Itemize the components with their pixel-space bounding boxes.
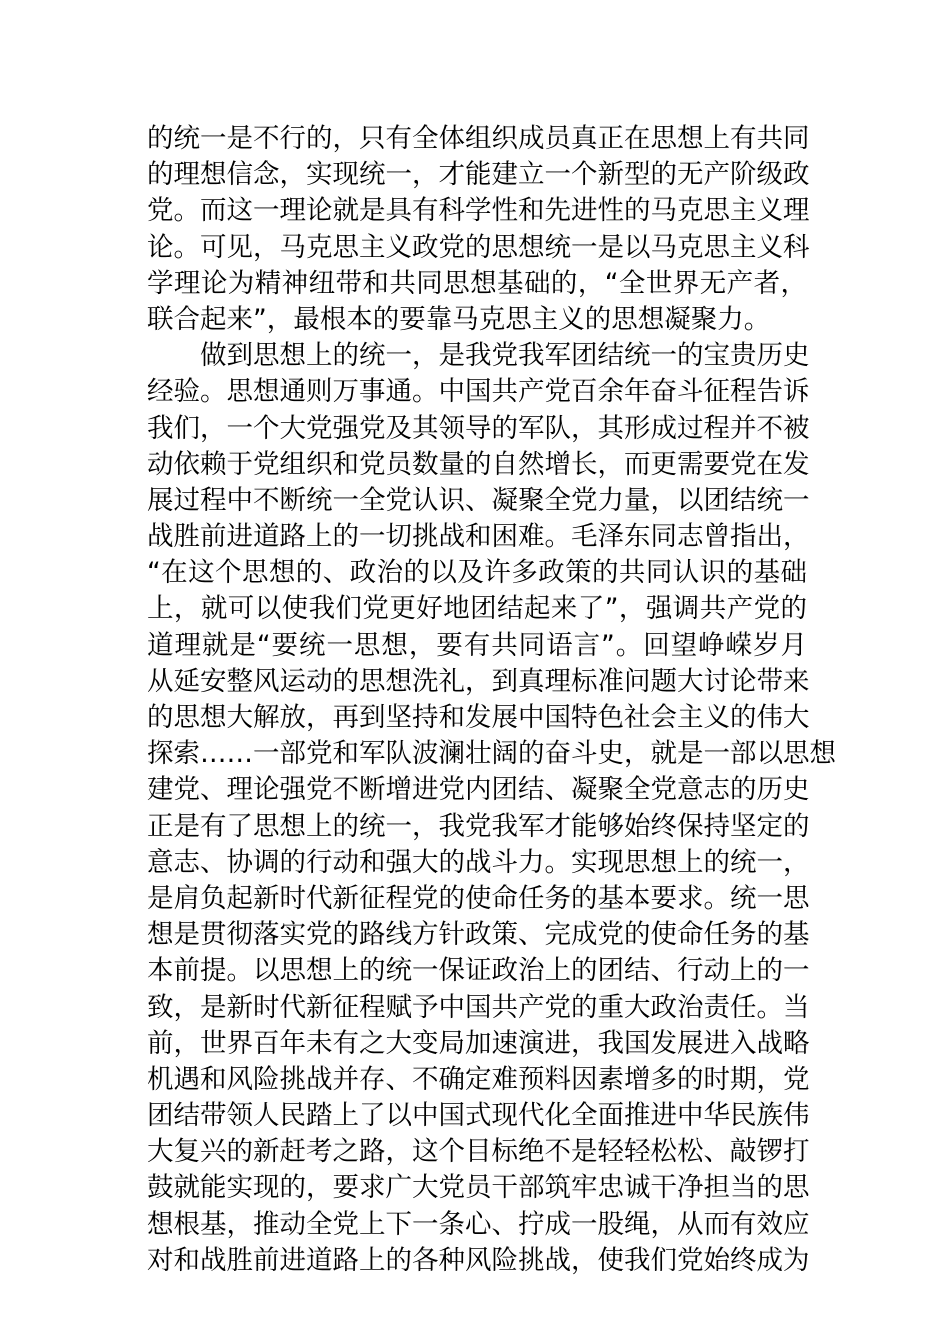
text-line: 动依赖于党组织和党员数量的自然增长，而更需要党在发 bbox=[147, 448, 810, 480]
text-line: 党。而这一理论就是具有科学性和先进性的马克思主义理 bbox=[147, 195, 810, 227]
text-line: 机遇和风险挑战并存、不确定难预料因素增多的时期，党 bbox=[147, 1063, 810, 1095]
body-text bbox=[147, 121, 836, 1279]
text-line: 正是有了思想上的统一，我党我军才能够始终保持坚定的 bbox=[147, 810, 810, 842]
text-line: 联合起来”，最根本的要靠马克思主义的思想凝聚力。 bbox=[147, 303, 771, 335]
text-line: 论。可见，马克思主义政党的思想统一是以马克思主义科 bbox=[147, 231, 810, 263]
text-line: 上，就可以使我们党更好地团结起来了”，强调共产党的 bbox=[147, 593, 807, 625]
text-line: 展过程中不断统一全党认识、凝聚全党力量，以团结统一 bbox=[147, 484, 810, 516]
text-line: 的理想信念，实现统一，才能建立一个新型的无产阶级政 bbox=[147, 159, 810, 191]
text-line: 对和战胜前进道路上的各种风险挑战，使我们党始终成为 bbox=[147, 1244, 810, 1276]
text-line: 战胜前进道路上的一切挑战和困难。毛泽东同志曾指出， bbox=[147, 521, 810, 553]
text-line: 的思想大解放，再到坚持和发展中国特色社会主义的伟大 bbox=[147, 702, 810, 733]
text-line: 我们，一个大党强党及其领导的军队，其形成过程并不被 bbox=[147, 412, 810, 444]
text-line: 是肩负起新时代新征程党的使命任务的基本要求。统一思 bbox=[147, 882, 810, 914]
text-line: 探索……一部党和军队波澜壮阔的奋斗史，就是一部以思想 bbox=[147, 738, 836, 770]
text-line: 想根基，推动全党上下一条心、拧成一股绳，从而有效应 bbox=[147, 1208, 810, 1240]
text-line: 大复兴的新赶考之路，这个目标绝不是轻轻松松、敲锣打 bbox=[147, 1136, 810, 1168]
paragraph-start-line: 做到思想上的统一，是我党我军团结统一的宝贵历史 bbox=[200, 340, 810, 372]
text-line: “在这个思想的、政治的以及许多政策的共同认识的基础 bbox=[147, 557, 807, 589]
text-line: 团结带领人民踏上了以中国式现代化全面推进中华民族伟 bbox=[147, 1100, 810, 1132]
text-line: 本前提。以思想上的统一保证政治上的团结、行动上的一 bbox=[147, 955, 810, 987]
text-line: 道理就是“要统一思想，要有共同语言”。回望峥嵘岁月 bbox=[147, 629, 807, 661]
text-line: 鼓就能实现的，要求广大党员干部筑牢忠诚干净担当的思 bbox=[147, 1172, 810, 1204]
text-line: 的统一是不行的，只有全体组织成员真正在思想上有共同 bbox=[147, 123, 810, 154]
text-line: 建党、理论强党不断增进党内团结、凝聚全党意志的历史 bbox=[147, 774, 810, 806]
text-line: 前，世界百年未有之大变局加速演进，我国发展进入战略 bbox=[147, 1027, 810, 1059]
text-line: 想是贯彻落实党的路线方针政策、完成党的使命任务的基 bbox=[147, 919, 810, 951]
text-line: 意志、协调的行动和强大的战斗力。实现思想上的统一， bbox=[147, 846, 810, 878]
text-line: 致，是新时代新征程赋予中国共产党的重大政治责任。当 bbox=[147, 991, 810, 1023]
text-line: 从延安整风运动的思想洗礼，到真理标准问题大讨论带来 bbox=[147, 665, 810, 697]
text-line: 经验。思想通则万事通。中国共产党百余年奋斗征程告诉 bbox=[147, 376, 810, 408]
text-line: 学理论为精神纽带和共同思想基础的，“全世界无产者， bbox=[147, 267, 807, 299]
